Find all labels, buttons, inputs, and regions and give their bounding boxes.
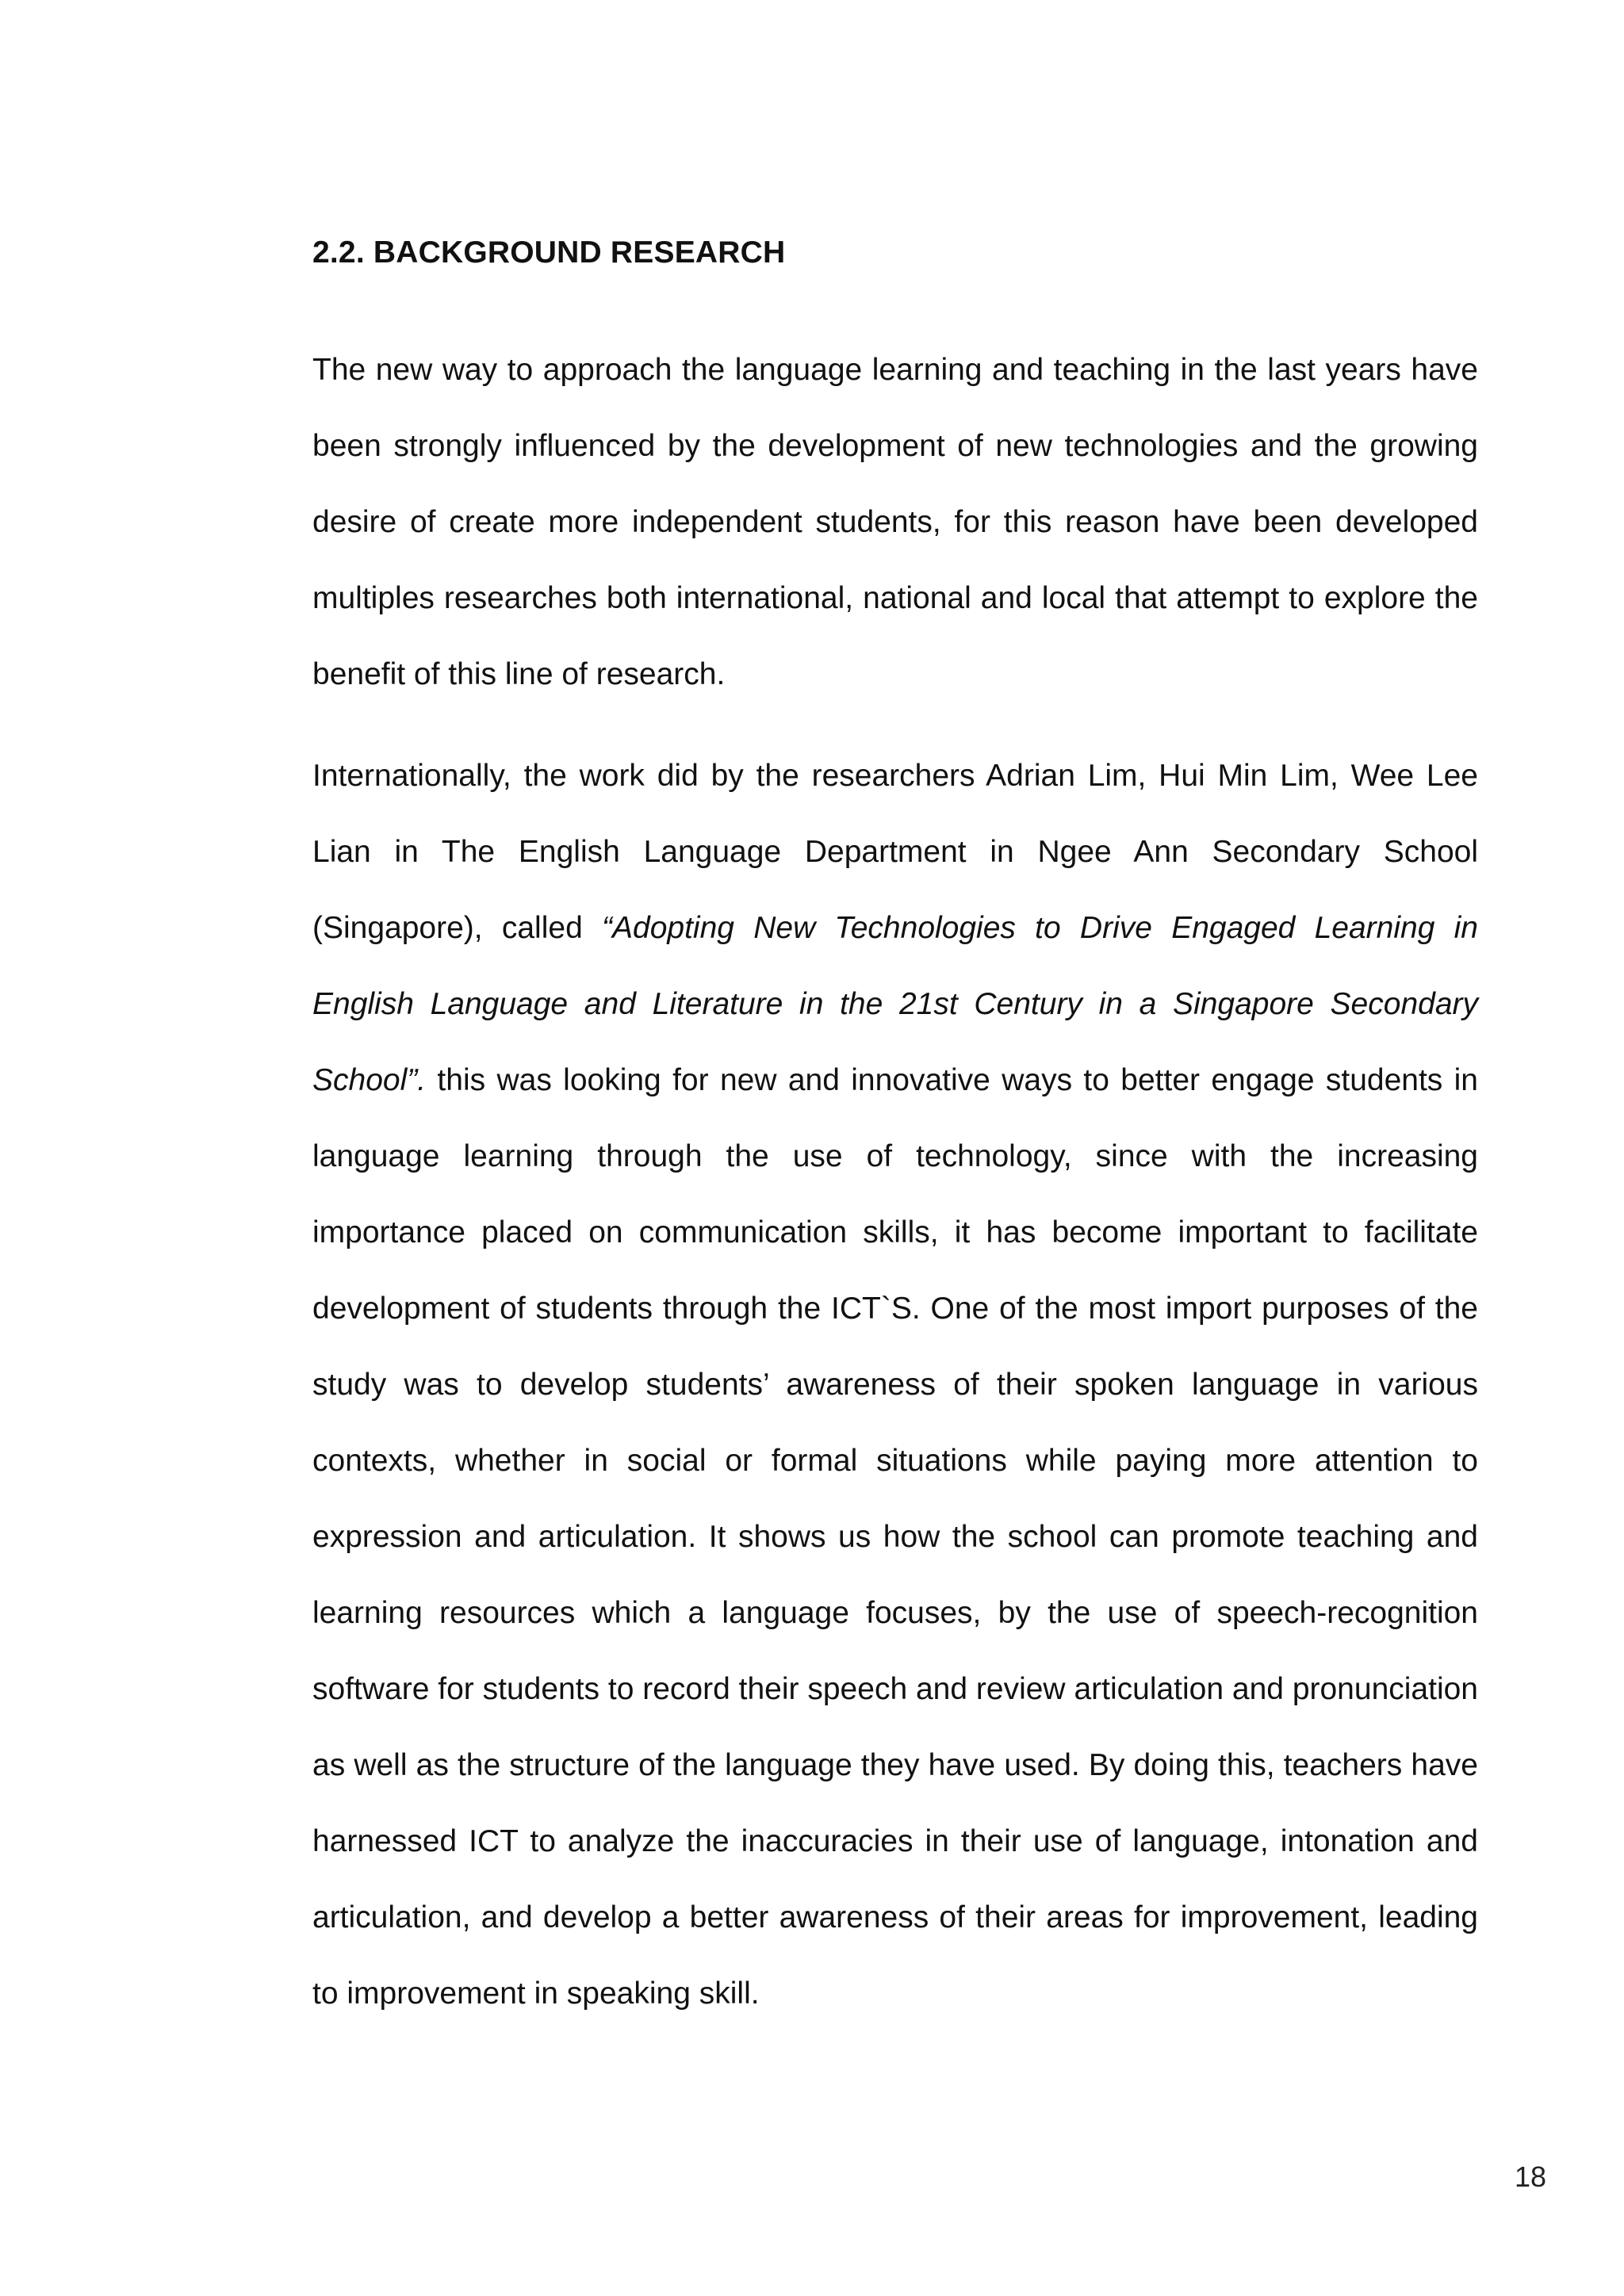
- paragraph-international-intro: Internationally, the work did by the researchers Adrian Lim, Hui Min Lim, Wee Lee Lian in The English Language Department in Ngee Ann Secondary School (Singapore), called: [312, 759, 1478, 945]
- paragraph-international-body: this was looking for new and innovative ways to better engage students in language learning through the use of technology, since with the increasing importance placed on communication skills, it has become important to facilitate development of students through the ICT`S. One of the most import purposes of the study was to develop students’ awareness of their spoken language in various contexts, whether in social or formal situations while paying more attention to expression and articulation. It shows us how the school can promote teaching and learning resources which a language focuses, by the use of speech-recognition software for students to record their speech and review articulation and pronunciation as well as the structure of the language they have used. By doing this, teachers have harnessed ICT to analyze the inaccuracies in their use of language, intonation and articulation, and develop a better awareness of their areas for improvement, leading to improvement in speaking skill.: [312, 1063, 1478, 2011]
- page-number: 18: [1514, 2160, 1546, 2193]
- paragraph-international: [312, 738, 1478, 2032]
- paragraph-intro-text: The new way to approach the language learning and teaching in the last years have been strongly influenced by the development of new technologies and the growing desire of create more independent students, for this reason have been developed multiples researches both international, national and local that attempt to explore the benefit of this line of research.: [312, 353, 1478, 691]
- study-title: “Adopting New Technologies to Drive Engaged Learning in English Language and Literature in the 21st Century in a Singapore Secondary School”.: [312, 911, 1478, 1097]
- page-content: [312, 231, 1478, 2057]
- paragraph-intro: [312, 332, 1478, 713]
- section-heading: 2.2. BACKGROUND RESEARCH: [312, 235, 786, 270]
